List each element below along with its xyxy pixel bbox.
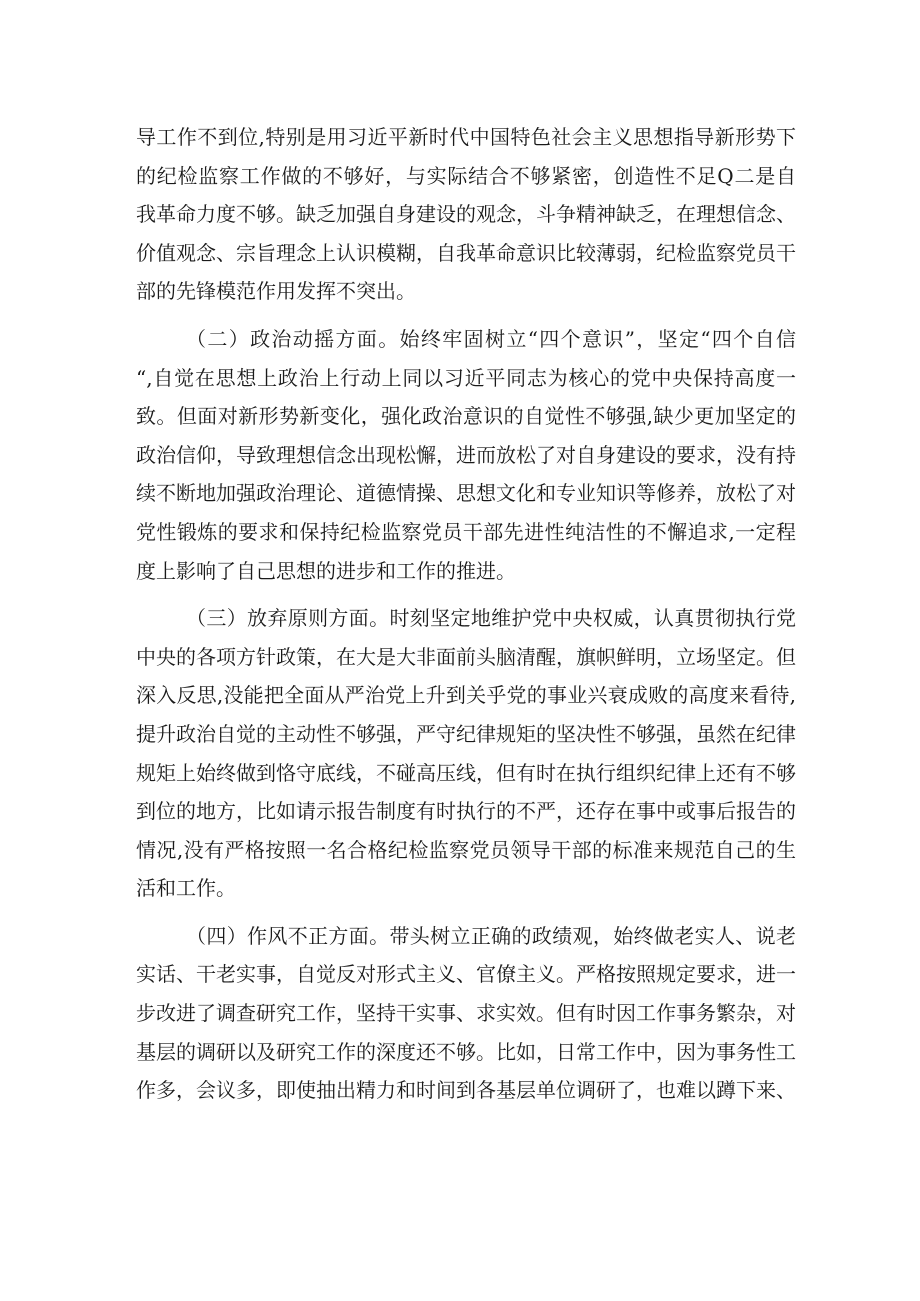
text-line: （三）放弃原则方面。时刻坚定地维护党中央权威，认真贯彻执行党	[186, 606, 796, 631]
text-line: 政治信仰，导致理想信念出现松懈，进而放松了对自身建设的要求，没有持	[136, 442, 796, 467]
text-line: 部的先锋模范作用发挥不突出。	[136, 279, 416, 304]
document-body	[136, 118, 796, 1110]
text-line: 致。但面对新形势新变化，强化政治意识的自觉性不够强,缺少更加坚定的	[136, 404, 796, 429]
text-line: 深入反思,没能把全面从严治党上升到关乎党的事业兴衰成败的高度来看待,	[136, 683, 796, 708]
text-line: 我革命力度不够。缺乏加强自身建设的观念，斗争精神缺乏，在理想信念、	[136, 202, 796, 227]
paragraph-1	[136, 118, 796, 311]
paragraph-2	[136, 320, 796, 590]
text-line: 导工作不到位,特别是用习近平新时代中国特色社会主义思想指导新形势下	[136, 125, 796, 149]
text-line: 到位的地方，比如请示报告制度有时执行的不严，还存在事中或事后报告的	[136, 799, 796, 824]
text-line: 价值观念、宗旨理念上认识模糊，自我革命意识比较薄弱，纪检监察党员干	[136, 240, 796, 265]
text-line: 作多，会议多，即使抽出精力和时间到各基层单位调研了，也难以蹲下来、	[136, 1078, 796, 1103]
text-line: 提升政治自觉的主动性不够强，严守纪律规矩的坚决性不够强，虽然在纪律	[136, 721, 796, 746]
text-line: （二）政治动摇方面。始终牢固树立“四个意识”，坚定“四个自信	[186, 326, 796, 351]
text-line: 党性锻炼的要求和保持纪检监察党员干部先进性纯洁性的不懈追求,一定程	[136, 519, 796, 544]
text-line: 活和工作。	[136, 876, 236, 901]
paragraph-4	[136, 917, 796, 1110]
text-line: 实话、干老实事，自觉反对形式主义、官僚主义。严格按照规定要求，进一	[136, 962, 796, 987]
text-line: “,自觉在思想上政治上行动上同以习近平同志为核心的党中央保持高度一	[136, 365, 796, 390]
paragraph-3	[136, 599, 796, 908]
text-line: （四）作风不正方面。带头树立正确的政绩观，始终做老实人、说老	[186, 923, 796, 948]
text-line: 续不断地加强政治理论、道德情操、思想文化和专业知识等修养，放松了对	[136, 481, 796, 506]
text-line: 步改进了调查研究工作，坚持干实事、求实效。但有时因工作事务繁杂，对	[136, 1001, 796, 1026]
text-line: 的纪检监察工作做的不够好，与实际结合不够紧密，创造性不足Q二是自	[136, 163, 796, 188]
text-line: 情况,没有严格按照一名合格纪检监察党员领导干部的标准来规范自己的生	[136, 837, 796, 862]
text-line: 度上影响了自己思想的进步和工作的推进。	[136, 558, 516, 583]
text-line: 规矩上始终做到恪守底线，不碰高压线，但有时在执行组织纪律上还有不够	[136, 760, 796, 785]
text-line: 中央的各项方针政策，在大是大非面前头脑清醒，旗帜鲜明，立场坚定。但	[136, 644, 796, 669]
text-line: 基层的调研以及研究工作的深度还不够。比如，日常工作中，因为事务性工	[136, 1039, 796, 1064]
